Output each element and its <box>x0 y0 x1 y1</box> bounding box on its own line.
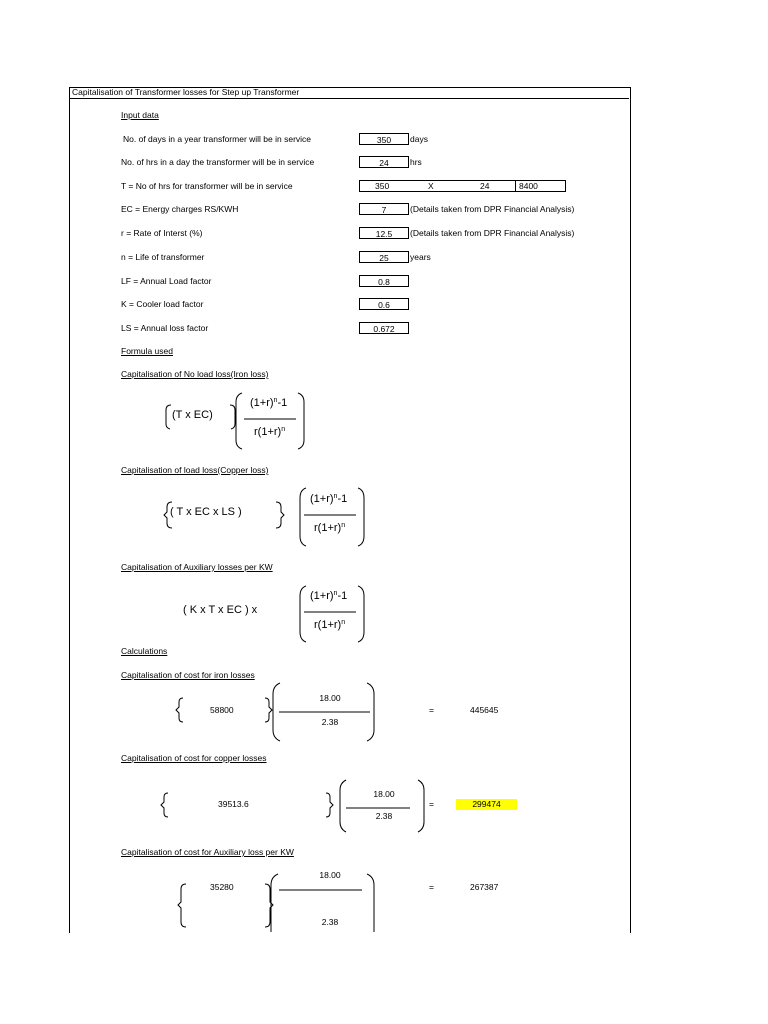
calc-heading: Calculations <box>121 646 168 656</box>
iron-calc-value: 58800 <box>210 705 234 715</box>
ls-input[interactable]: 0.672 <box>359 322 409 334</box>
r-note: (Details taken from DPR Financial Analysis) <box>410 228 575 238</box>
copper-calc-heading: Capitalisation of cost for copper losses <box>121 753 267 763</box>
t-divider <box>515 180 516 192</box>
iron-calc-denominator: 2.38 <box>321 717 339 727</box>
aux-calc-equals: = <box>429 882 434 892</box>
copper-formula-denominator: $r(1+r)^n$ <box>314 522 346 534</box>
aux-calc-heading: Capitalisation of cost for Auxiliary loss per KW <box>121 847 294 857</box>
copper-calc-result: 299474 <box>456 799 517 810</box>
t-total: 8400 <box>519 181 538 191</box>
copper-calc-value: 39513.6 <box>218 799 249 809</box>
ec-label: EC = Energy charges RS/KWH <box>121 204 239 214</box>
k-label: K = Cooler load factor <box>121 299 204 309</box>
aux-calc-value: 35280 <box>210 882 234 892</box>
r-label: r = Rate of Interst (%) <box>121 228 203 238</box>
iron-calc-numerator: 18.00 <box>319 693 341 703</box>
lf-label: LF = Annual Load factor <box>121 276 212 286</box>
aux-formula-denominator: $r(1+r)^n$ <box>314 619 346 631</box>
lf-input[interactable]: 0.8 <box>359 275 409 287</box>
ec-input[interactable]: 7 <box>359 203 409 215</box>
k-input[interactable]: 0.6 <box>359 298 409 310</box>
copper-formula-heading: Capitalisation of load loss(Copper loss) <box>121 465 269 475</box>
aux-calc-denominator: 2.38 <box>321 917 339 927</box>
iron-calc-equals: = <box>429 705 434 715</box>
aux-calc-numerator: 18.00 <box>319 870 341 880</box>
t-label: T = No of hrs for transformer will be in service <box>121 181 293 191</box>
aux-formula-heading: Capitalisation of Auxiliary losses per KW <box>121 562 273 572</box>
hrs-input[interactable]: 24 <box>359 156 409 168</box>
copper-formula-left: ( T x EC x LS ) <box>170 506 242 518</box>
copper-calc-denominator: 2.38 <box>375 811 393 821</box>
days-unit: days <box>410 134 428 144</box>
n-input[interactable]: 25 <box>359 251 409 263</box>
iron-calc-result: 445645 <box>470 705 499 715</box>
ls-label: LS = Annual loss factor <box>121 323 209 333</box>
hrs-unit: hrs <box>410 157 422 167</box>
copper-formula-numerator: $(1+r)^n-1$ <box>310 493 348 505</box>
ec-note: (Details taken from DPR Financial Analysis) <box>410 204 575 214</box>
n-unit: years <box>410 252 431 262</box>
aux-formula-numerator: $(1+r)^n-1$ <box>310 590 348 602</box>
aux-formula-left: ( K x T x EC ) x <box>183 604 258 616</box>
iron-formula-left: (T x EC) <box>172 409 213 421</box>
iron-formula-heading: Capitalisation of No load loss(Iron loss) <box>121 369 269 379</box>
iron-calc-heading: Capitalisation of cost for iron losses <box>121 670 255 680</box>
formula-heading: Formula used <box>121 346 173 356</box>
iron-formula-denominator: $r(1+r)^n$ <box>254 426 286 438</box>
sheet-title: Capitalisation of Transformer losses for Step up Transformer <box>72 87 300 97</box>
days-input[interactable]: 350 <box>359 133 409 145</box>
r-input[interactable]: 12.5 <box>359 227 409 239</box>
copper-calc-equals: = <box>429 799 434 809</box>
t-hrs: 24 <box>480 181 490 191</box>
t-days: 350 <box>375 181 390 191</box>
n-label: n = Life of transformer <box>121 252 205 262</box>
input-data-heading: Input data <box>121 110 159 120</box>
aux-calc-result: 267387 <box>470 882 499 892</box>
copper-calc-numerator: 18.00 <box>373 789 395 799</box>
days-label: No. of days in a year transformer will be in service <box>123 134 312 144</box>
hrs-label: No. of hrs in a day the transformer will be in service <box>121 157 315 167</box>
iron-formula-numerator: $(1+r)^n-1$ <box>250 397 288 409</box>
t-times: X <box>428 181 434 191</box>
